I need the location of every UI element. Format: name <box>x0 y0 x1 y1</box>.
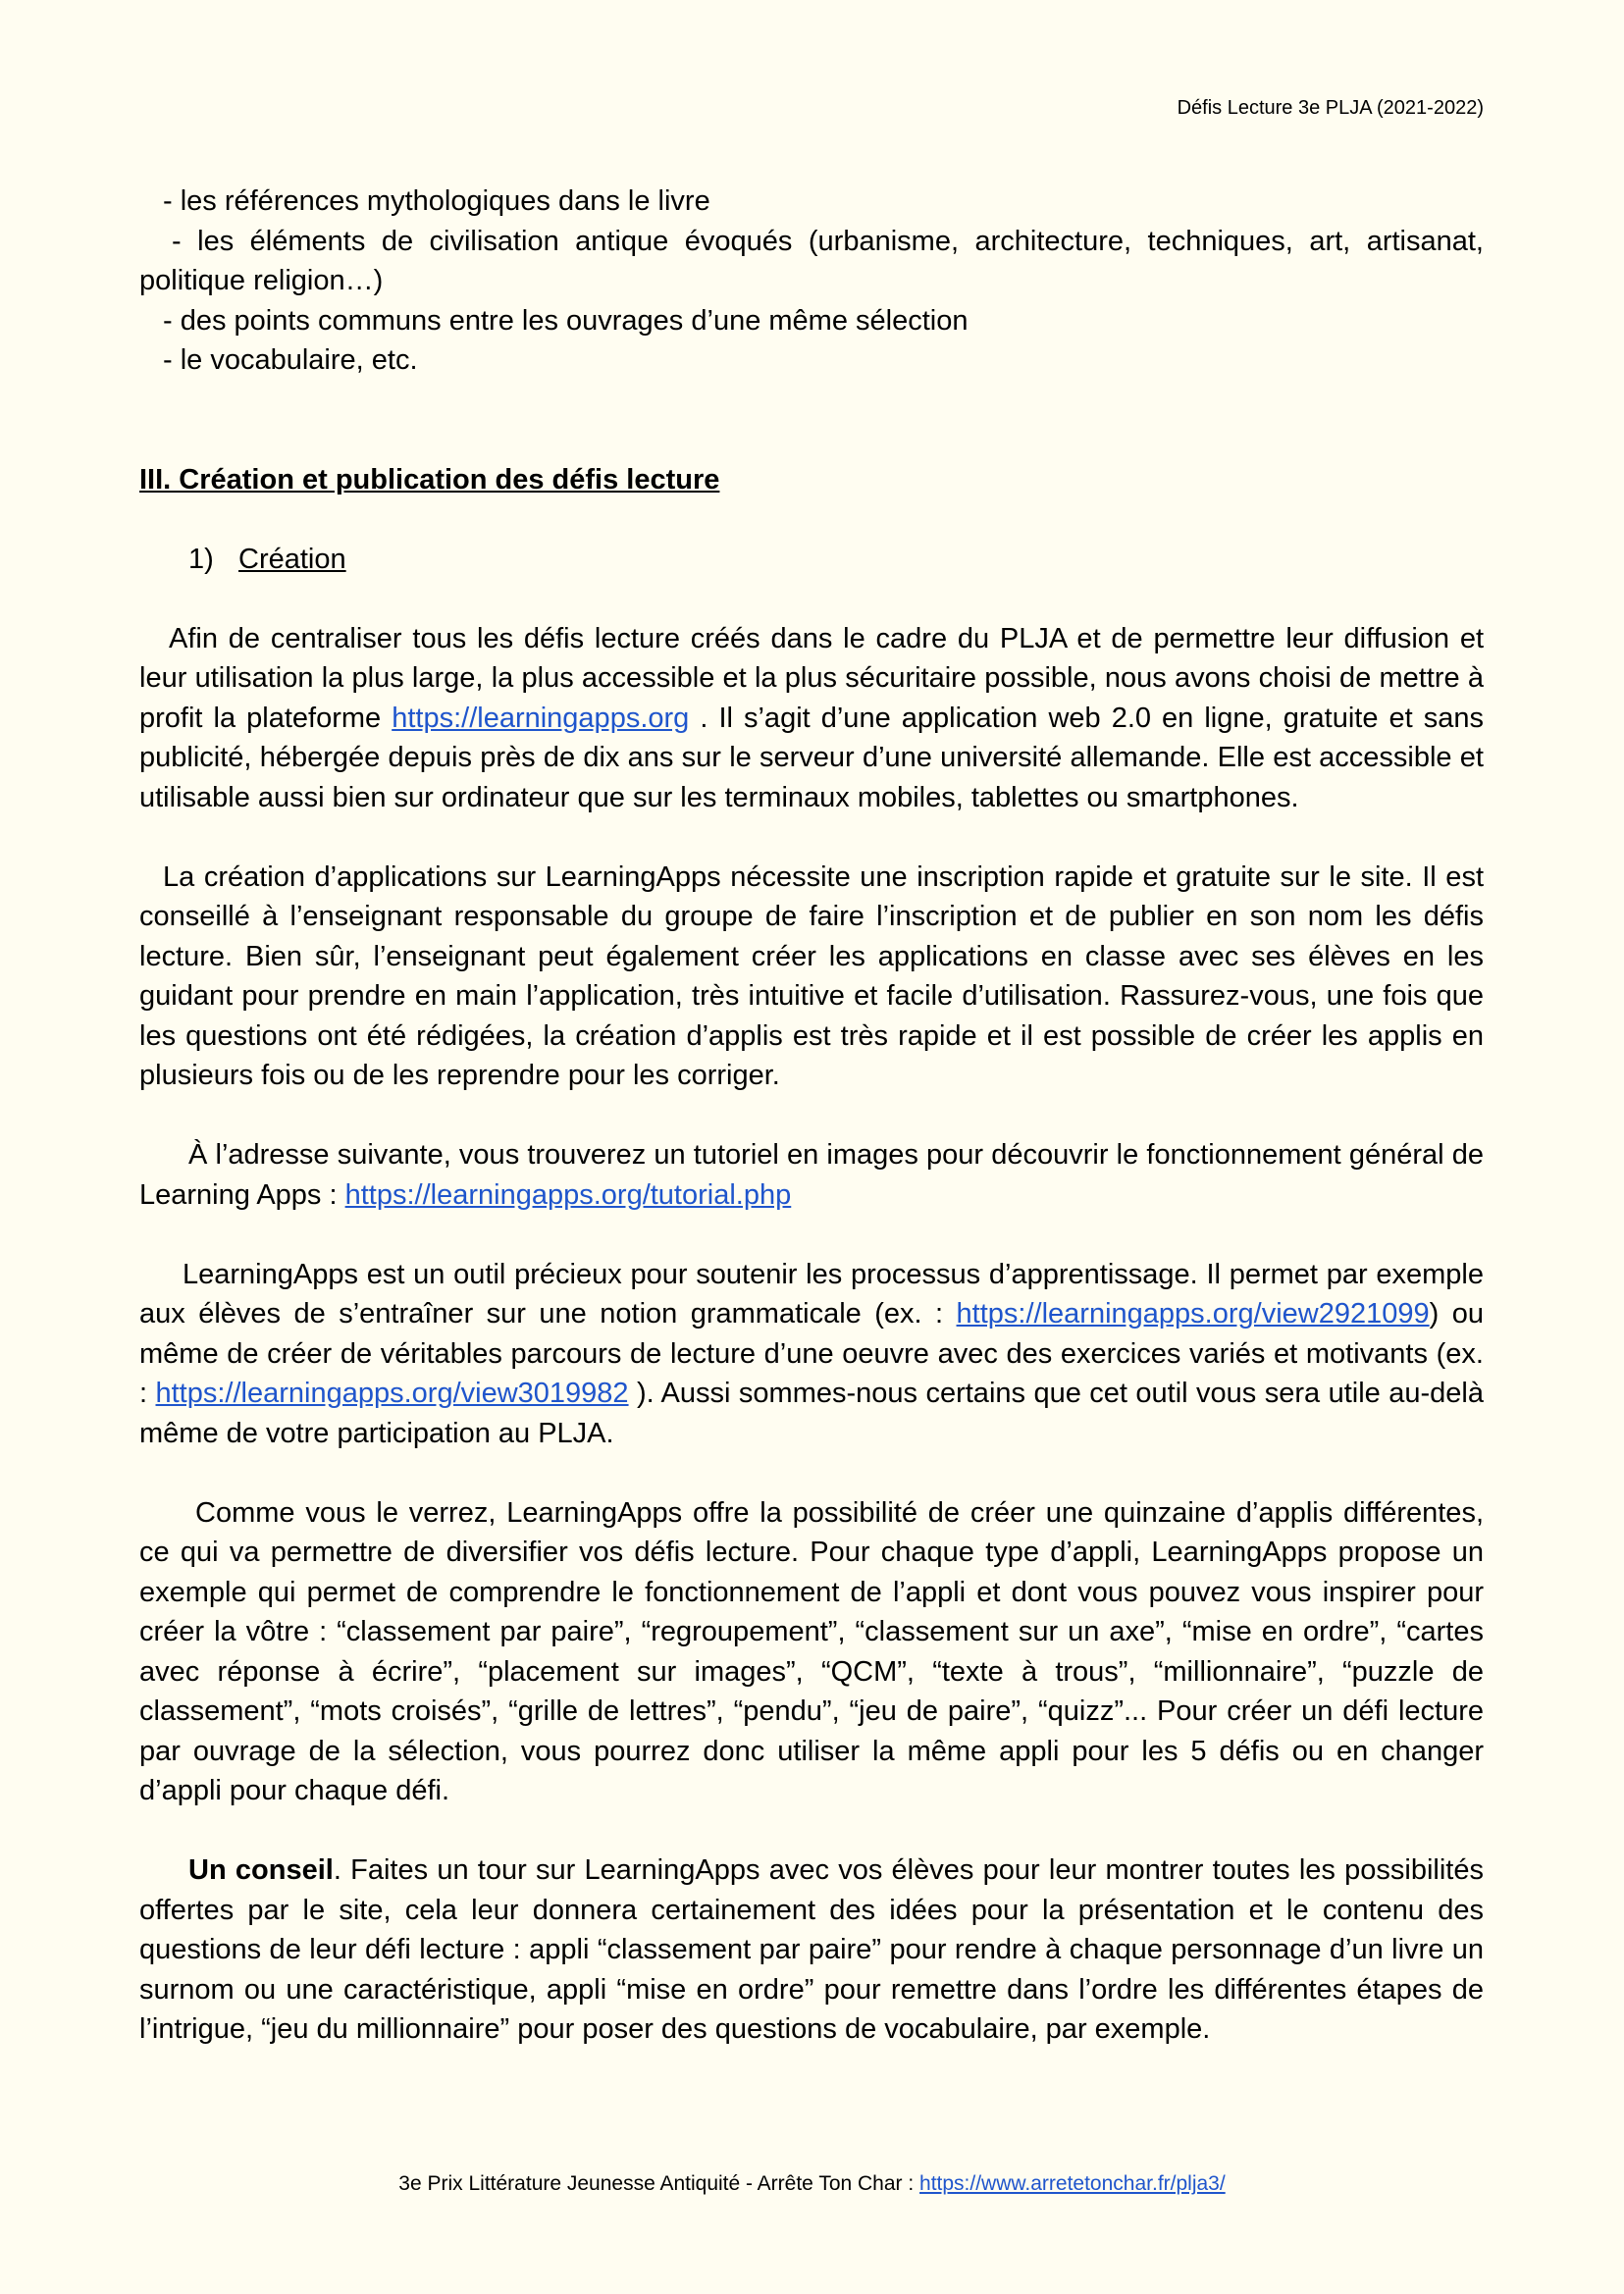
paragraph-registration: La création d’applications sur LearningApps nécessite une inscription rapide et gratuite sur le site. Il est conseillé à l’enseignant responsable du groupe de faire l’inscription et de publier en son nom les défis lecture. Bien sûr, l’enseignant peut également créer les applications en classe avec ses élèves en les guidant pour prendre en main l’application, très intuitive et facile d’utilisation. Rassurez-vous, une fois que les questions ont été rédigées, la création d’applis est très rapide et il est possible de créer les applis en plusieurs fois ou de les reprendre pour les corriger. <box>139 860 1484 1091</box>
subsection-label: Création <box>238 543 346 575</box>
footer-link[interactable]: https://www.arretetonchar.fr/plja3/ <box>919 2172 1226 2195</box>
subsection-heading <box>139 540 1484 580</box>
bullet-item: - les éléments de civilisation antique évoqués (urbanisme, architecture, techniques, art, artisanat, politique religion…) <box>139 225 1484 296</box>
paragraph-intro: Afin de centraliser tous les défis lecture créés dans le cadre du PLJA et de permettre leur diffusion et leur utilisation la plus large, la plus accessible et la plus sécuritaire possible, nous avons choisi de mettre à profit la plateforme https://learningapps.org . Il s’agit d’une application web 2.0 en ligne, gratuite et sans publicité, hébergée depuis près de dix ans sur le serveur d’une université allemande. Elle est accessible et utilisable aussi bien sur ordinateur que sur les terminaux mobiles, tablettes ou smartphones. <box>139 622 1484 813</box>
subsection-number: 1) <box>188 543 214 575</box>
example-link-grammar[interactable]: https://learningapps.org/view2921099 <box>956 1298 1430 1329</box>
bullet-item: - les références mythologiques dans le livre <box>163 185 710 217</box>
paragraph-advice: Un conseil. Faites un tour sur LearningApps avec vos élèves pour leur montrer toutes les possibilités offertes par le site, cela leur donnera certainement des idées pour la présentation et le contenu des questions de leur défi lecture : appli “classement par paire” pour rendre à chaque personnage d’un livre un surnom ou une caractéristique, appli “mise en ordre” pour remettre dans l’ordre les différentes étapes de l’intrigue, “jeu du millionnaire” pour poser des questions de vocabulaire, par exemple. <box>139 1854 1484 2045</box>
tutorial-link[interactable]: https://learningapps.org/tutorial.php <box>344 1178 792 1211</box>
page-footer: 3e Prix Littérature Jeunesse Antiquité - Arrête Ton Char : https://www.arretetonchar.fr/plja3/ <box>398 2172 1226 2195</box>
bullet-item: - des points communs entre les ouvrages d’une même sélection <box>163 304 969 337</box>
paragraph-app-types: Comme vous le verrez, LearningApps offre la possibilité de créer une quinzaine d’applis différentes, ce qui va permettre de diversifier vos défis lecture. Pour chaque type d’appli, LearningApps propose un exemple qui permet de comprendre le fonctionnement de l’appli et dont vous pouvez vous inspirer pour créer la vôtre : “classement par paire”, “regroupement”, “classement sur un axe”, “mise en ordre”, “cartes avec réponse à écrire”, “placement sur images”, “QCM”, “texte à trous”, “millionnaire”, “puzzle de classement”, “mots croisés”, “grille de lettres”, “pendu”, “jeu de paire”, “quizz”... Pour créer un défi lecture par ouvrage de la sélection, vous pourrez donc utiliser la même appli pour les 5 défis ou en changer d’appli pour chaque défi. <box>139 1496 1484 1806</box>
paragraph-tutorial: À l’adresse suivante, vous trouverez un tutoriel en images pour découvrir le fonctionnement général de Learning Apps : https://learningapps.org/tutorial.php <box>139 1139 1484 1211</box>
page-content <box>139 182 1484 2050</box>
advice-label: Un conseil <box>188 1854 334 1886</box>
paragraph-usefulness: LearningApps est un outil précieux pour soutenir les processus d’apprentissage. Il permet par exemple aux élèves de s’entraîner sur une notion grammaticale (ex. : https://learningapps.org/view2921099) ou même de créer de véritables parcours de lecture d’une oeuvre avec des exercices variés et motivants (ex. : https://learningapps.org/view3019982 ). Aussi sommes-nous certains que cet outil vous sera utile au-delà même de votre participation au PLJA. <box>139 1258 1484 1449</box>
page-header: Défis Lecture 3e PLJA (2021-2022) <box>1177 97 1484 119</box>
section-title: III. Création et publication des défis lecture <box>139 463 720 495</box>
bullet-item: - le vocabulaire, etc. <box>163 344 418 376</box>
example-link-reading[interactable]: https://learningapps.org/view3019982 <box>155 1378 629 1409</box>
learningapps-link[interactable]: https://learningapps.org <box>392 702 690 734</box>
